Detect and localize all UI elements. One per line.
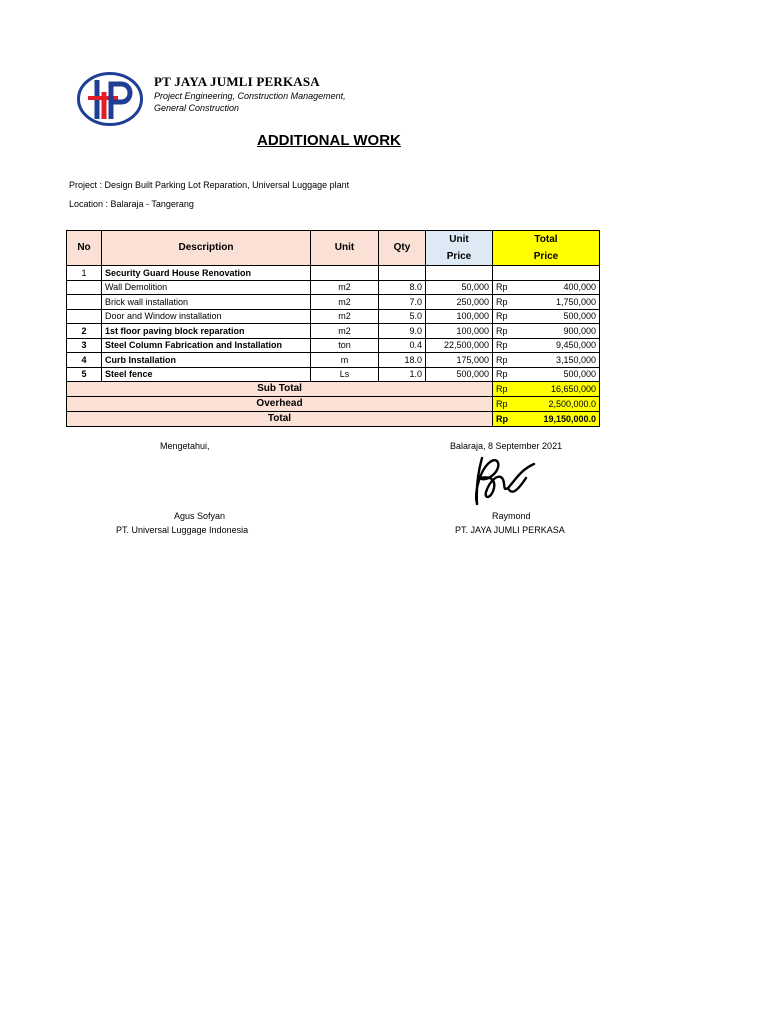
row-qty <box>379 266 426 281</box>
row-unit-price: 22,500,000 <box>426 338 493 353</box>
table-row <box>67 324 600 339</box>
left-signatory-company: PT. Universal Luggage Indonesia <box>116 525 249 535</box>
row-no <box>67 295 102 310</box>
row-unit: m2 <box>311 280 379 295</box>
row-total: 3,150,000 <box>523 353 600 368</box>
subtotal-label: Sub Total <box>67 382 493 397</box>
place-date: Balaraja, 8 September 2021 <box>450 441 563 451</box>
row-total: 500,000 <box>523 309 600 324</box>
total-currency: Rp <box>493 412 523 427</box>
subtotal-row <box>67 382 600 397</box>
table-row <box>67 266 600 281</box>
total-label: Total <box>67 412 493 427</box>
location-line: Location : Balaraja - Tangerang <box>69 199 194 209</box>
total-row <box>67 412 600 427</box>
row-no <box>67 309 102 324</box>
row-qty: 5.0 <box>379 309 426 324</box>
header-total-price: Total Price <box>493 231 600 266</box>
row-unit <box>311 266 379 281</box>
row-total: 900,000 <box>523 324 600 339</box>
subtotal-value: 16,650,000 <box>523 382 600 397</box>
row-unit: Ls <box>311 367 379 382</box>
row-unit-price: 500,000 <box>426 367 493 382</box>
row-currency: Rp <box>493 367 523 382</box>
row-qty: 8.0 <box>379 280 426 295</box>
row-unit-price: 175,000 <box>426 353 493 368</box>
header-description: Description <box>102 231 311 266</box>
row-total: 9,450,000 <box>523 338 600 353</box>
header-unit-price: Unit Price <box>426 231 493 266</box>
document-title: ADDITIONAL WORK <box>257 132 401 149</box>
subtotal-currency: Rp <box>493 382 523 397</box>
row-unit: m2 <box>311 324 379 339</box>
additional-work-table <box>66 230 600 427</box>
company-tagline-line-2: General Construction <box>154 103 240 113</box>
row-currency: Rp <box>493 338 523 353</box>
row-currency: Rp <box>493 353 523 368</box>
row-unit: m <box>311 353 379 368</box>
row-currency: Rp <box>493 309 523 324</box>
row-total: 500,000 <box>523 367 600 382</box>
table-header-row <box>67 231 600 266</box>
row-qty: 0.4 <box>379 338 426 353</box>
overhead-value: 2,500,000.0 <box>523 397 600 412</box>
row-description: Wall Demolition <box>102 280 311 295</box>
row-unit-price: 100,000 <box>426 309 493 324</box>
row-description: Door and Window installation <box>102 309 311 324</box>
row-description: Security Guard House Renovation <box>102 266 311 281</box>
row-description: Steel Column Fabrication and Installation <box>102 338 311 353</box>
overhead-label: Overhead <box>67 397 493 412</box>
row-total: 400,000 <box>523 280 600 295</box>
table-row <box>67 367 600 382</box>
row-total <box>523 266 600 281</box>
overhead-currency: Rp <box>493 397 523 412</box>
row-unit-price: 50,000 <box>426 280 493 295</box>
row-description: Brick wall installation <box>102 295 311 310</box>
row-qty: 1.0 <box>379 367 426 382</box>
project-line: Project : Design Built Parking Lot Reparation, Universal Luggage plant <box>69 180 350 190</box>
table-row <box>67 309 600 324</box>
table-row <box>67 280 600 295</box>
header-no: No <box>67 231 102 266</box>
row-no <box>67 280 102 295</box>
row-description: Steel fence <box>102 367 311 382</box>
table-row <box>67 338 600 353</box>
right-signatory-name: Raymond <box>492 511 531 521</box>
row-no: 2 <box>67 324 102 339</box>
row-qty: 7.0 <box>379 295 426 310</box>
table-row <box>67 353 600 368</box>
header-qty: Qty <box>379 231 426 266</box>
table-row <box>67 295 600 310</box>
row-currency: Rp <box>493 295 523 310</box>
handwritten-signature-icon <box>468 452 544 510</box>
row-currency <box>493 266 523 281</box>
row-unit-price: 250,000 <box>426 295 493 310</box>
row-qty: 9.0 <box>379 324 426 339</box>
row-no: 5 <box>67 367 102 382</box>
row-no: 4 <box>67 353 102 368</box>
row-unit-price: 100,000 <box>426 324 493 339</box>
overhead-row <box>67 397 600 412</box>
company-tagline-line-1: Project Engineering, Construction Management, <box>154 91 346 101</box>
header-unit: Unit <box>311 231 379 266</box>
row-unit-price <box>426 266 493 281</box>
row-currency: Rp <box>493 280 523 295</box>
row-currency: Rp <box>493 324 523 339</box>
row-qty: 18.0 <box>379 353 426 368</box>
row-no: 3 <box>67 338 102 353</box>
row-description: Curb Installation <box>102 353 311 368</box>
left-signatory-name: Agus Sofyan <box>174 511 226 521</box>
acknowledged-heading: Mengetahui, <box>160 441 210 451</box>
total-value: 19,150,000.0 <box>523 412 600 427</box>
row-unit: m2 <box>311 309 379 324</box>
right-signatory-company: PT. JAYA JUMLI PERKASA <box>455 525 565 535</box>
row-total: 1,750,000 <box>523 295 600 310</box>
company-logo-icon <box>77 72 143 126</box>
row-unit: m2 <box>311 295 379 310</box>
row-description: 1st floor paving block reparation <box>102 324 311 339</box>
company-name: PT JAYA JUMLI PERKASA <box>154 74 320 89</box>
row-no: 1 <box>67 266 102 281</box>
row-unit: ton <box>311 338 379 353</box>
